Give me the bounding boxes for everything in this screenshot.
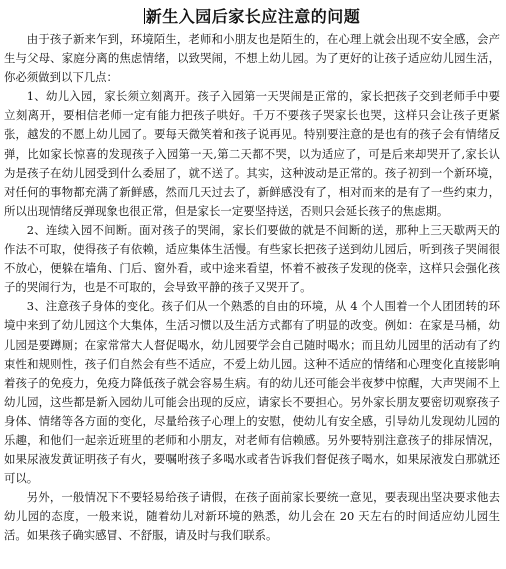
- document-title-row: [4, 6, 500, 28]
- paragraph-closing: 另外，一般情况下不要轻易给孩子请假，在孩子面前家长要统一意见，要表现出坚决要求他去幼儿园的态度，一般来说，随着幼儿对新环境的熟悉，幼儿会在 20 天左右的时间适应幼儿园生活。如果孩子确实感冒、不舒服，请及时与我们联系。: [4, 490, 500, 543]
- document-title: 新生入园后家长应注意的问题: [145, 7, 361, 26]
- paragraph-intro: 由于孩子新来乍到，环境陌生，老师和小朋友也是陌生的，在心理上就会出现不安全感，会产生与父母、家庭分离的焦虑情绪，以致哭闹，不想上幼儿园。为了更好的让孩子适应幼儿园生活，你必须做到以下几点：: [4, 32, 500, 85]
- document-page: [4, 4, 500, 546]
- text-cursor: [144, 8, 145, 24]
- paragraph-point-2: 2、连续入园不间断。面对孩子的哭闹，家长们要做的就是不间断的送，那种上三天歇两天的作法不可取，使得孩子有依赖，适应集体生活慢。有些家长把孩子送到幼儿园后，听到孩子哭闹很不放心，便躲在墙角、门后、窗外看，或中途来看望，怀着不被孩子发现的侥幸，这样只会强化孩子的哭闹行为，也是不可取的，会导致平静的孩子又哭开了。: [4, 222, 500, 295]
- paragraph-point-3: 3、注意孩子身体的变化。孩子们从一个熟悉的自由的环境，从 4 个人围着一个人团团转的环境中来到了幼儿园这个大集体，生活习惯以及生活方式都有了明显的改变。例如：在家是马桶，幼儿园是要蹲厕；在家常常大人督促喝水，幼儿园要学会自己随时喝水；而且幼儿园里的活动有了约束性和规则性，孩子们自然会有些不适应，不爱上幼儿园。这种不适应的情绪和心理变化直接影响着孩子的免疫力，免疫力降低孩子就会容易生病。有的幼儿还可能会半夜梦中惊醒，大声哭闹不上幼儿园，这些都是新入园幼儿可能会出现的反应，请家长不要担心。另外家长朋友要密切观察孩子身体、情绪等各方面的变化，尽量给孩子心理上的安慰，使幼儿有安全感，引导幼儿发现幼儿园的乐趣，和他们一起亲近班里的老师和小朋友，对老师有信赖感。另外要特别注意孩子的排尿情况，如果尿液发黄证明孩子有火，要嘱咐孩子多喝水或者告诉我们督促孩子喝水，如果尿液发白那就还可以。: [4, 299, 500, 486]
- paragraph-point-1: 1、幼儿入园，家长须立刻离开。孩子入园第一天哭闹是正常的，家长把孩子交到老师手中要立刻离开，要相信老师一定有能力把孩子哄好。千万不要孩子哭家长也哭，这样只会让孩子更紧张，越发的不愿上幼儿园了。要每天微笑着和孩子说再见。特别要注意的是也有的孩子会有情绪反弹，比如家长惊喜的发现孩子入园第一天,第二天都不哭，以为适应了，可是后来却哭开了,家长认为是孩子在幼儿园受到什么委屈了，就不送了。其实，这种波动是正常的。孩子初到一个新环境，对任何的事物都充满了新鲜感，然而几天过去了，新鲜感没有了，相对而来的是有了一些约束力，所以出现情绪反弹现象也很正常，但是家长一定要坚持送，否则只会延长孩子的焦虑期。: [4, 89, 500, 218]
